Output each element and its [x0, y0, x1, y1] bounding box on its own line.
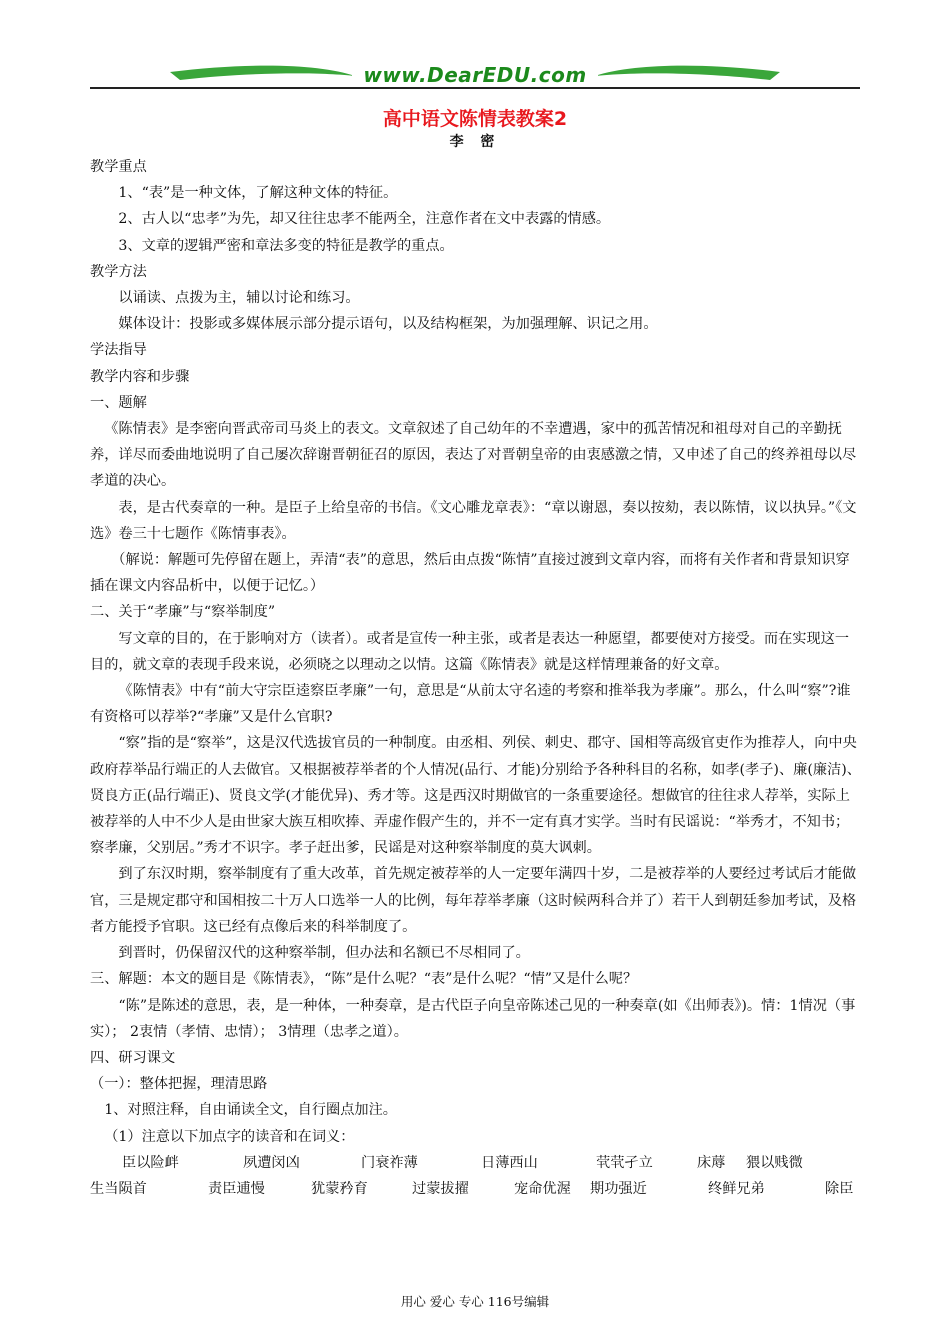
vocab-item: 期功强近 — [590, 1180, 647, 1197]
paragraph: 1、对照注释，自由诵读全文，自行圈点加注。 — [104, 1102, 397, 1119]
paragraph: 表，是古代奏章的一种。是臣子上给皇帝的书信。《文心雕龙章表》：“章以谢恩，奏以按劾，表以陈情，议以执异。”《文选》卷三十七题作《陈情事表》。 — [90, 499, 857, 542]
vocab-row — [90, 1176, 862, 1202]
page-footer: 用心 爱心 专心 116号编辑 — [400, 1294, 550, 1309]
vocab-item: 宠命优渥 — [514, 1180, 571, 1197]
vocab-item: 除臣 — [825, 1180, 854, 1197]
site-banner — [90, 60, 860, 94]
vocab-item: 臣以险衅 — [122, 1154, 179, 1171]
section-heading: 教学内容和步骤 — [90, 368, 190, 385]
document-author: 李 密 — [449, 134, 501, 150]
paragraph: 3、文章的逻辑严密和章法多变的特征是教学的重点。 — [118, 237, 454, 254]
paragraph: 写文章的目的，在于影响对方（读者）。或者是宣传一种主张，或者是表达一种愿望，都要使对方接受。而在实现这一目的，就文章的表现手段来说，必须晓之以理动之以情。这篇《陈情表》就是这样情理兼备的好文章。 — [90, 630, 850, 673]
vocab-item: 床蓐 — [697, 1154, 726, 1171]
section-heading: 三、解题：本文的题目是《陈情表》，“陈”是什么呢？“表”是什么呢？“情”又是什么呢？ — [90, 971, 638, 988]
vocab-item: 猥以贱微 — [746, 1154, 803, 1171]
paragraph: 到了东汉时期，察举制度有了重大改革，首先规定被荐举的人一定要年满四十岁，二是被荐举的人要经过考试后才能做官，三是规定郡守和国相按二十万人口选举一人的比例，每年荐举孝廉（这时候两科合并了）若干人到朝廷参加考试，及格者方能授予官职。这已经有点像后来的科举制度了。 — [90, 866, 857, 935]
paragraph: 以诵读、点拨为主，辅以讨论和练习。 — [118, 290, 360, 307]
vocab-item: 夙遭闵凶 — [243, 1154, 300, 1171]
section-heading: 四、研习课文 — [90, 1049, 176, 1066]
paragraph: （一）：整体把握，理清思路 — [90, 1076, 268, 1093]
document-body — [90, 154, 862, 1202]
vocab-item: 犹蒙矜育 — [311, 1180, 368, 1197]
document-title: 高中语文陈情表教案2 — [382, 108, 568, 130]
paragraph: 2、古人以“忠孝”为先，却又往往忠孝不能两全，注意作者在文中表露的情感。 — [118, 211, 611, 228]
vocab-item: 日薄西山 — [481, 1154, 538, 1171]
paragraph: 1、“表”是一种文体，了解这种文体的特征。 — [118, 185, 398, 202]
vocab-item: 茕茕孑立 — [596, 1154, 653, 1171]
paragraph: 媒体设计：投影或多媒体展示部分提示语句，以及结构框架，为加强理解、识记之用。 — [118, 316, 658, 333]
paragraph: “陈”是陈述的意思，表，是一种体，一种奏章，是古代臣子向皇帝陈述己见的一种奏章(如《出师表》)。情：1情况（事实）； 2衷情（孝情、忠情）； 3情理（忠孝之道）。 — [90, 997, 856, 1040]
vocab-item: 过蒙拔擢 — [412, 1180, 469, 1197]
paragraph: 到晋时，仍保留汉代的这种察举制，但办法和名额已不尽相同了。 — [118, 945, 530, 962]
section-heading: 一、题解 — [90, 394, 147, 411]
section-heading: 学法指导 — [90, 342, 147, 359]
section-heading: 教学重点 — [90, 159, 147, 175]
site-logo: www.DearEDU.com — [363, 63, 587, 87]
vocab-item: 门衰祚薄 — [361, 1154, 418, 1171]
paragraph: 《陈情表》中有“前大守宗臣逵察臣孝廉”一句，意思是“从前太守名逵的考察和推举我为孝廉”。那么，什么叫“察”?谁有资格可以荐举?“孝廉”又是什么官职? — [90, 683, 851, 726]
vocab-item: 终鲜兄弟 — [708, 1180, 765, 1197]
vocab-row — [90, 1150, 862, 1176]
section-heading: 教学方法 — [90, 263, 147, 280]
paragraph: （解说：解题可先停留在题上，弄清“表”的意思，然后由点拨“陈情”直接过渡到文章内容，而将有关作者和背景知识穿插在课文内容品析中，以便于记忆。） — [90, 552, 850, 595]
paragraph: “察”指的是“察举”，这是汉代选拔官员的一种制度。由丞相、列侯、刺史、郡守、国相等高级官吏作为推荐人，向中央政府荐举品行端正的人去做官。又根据被荐举者的个人情况(品行、才能)分别给予各种科目的名称，如孝(孝子)、廉(廉洁)、贤良方正(品行端正)、贤良文学(才能优异)、秀才等。这是西汉时期做官的一条重要途径。想做官的往往求人荐举，实际上被荐举的人中不少人是由世家大族互相吹捧、弄虚作假产生的，并不一定有真才实学。当时有民谣说：“举秀才，不知书；察孝廉，父别居。”秀才不识字。孝子赶出爹，民谣是对这种察举制度的莫大讽刺。 — [90, 735, 861, 857]
paragraph: （1）注意以下加点字的读音和在词义： — [104, 1128, 355, 1145]
vocab-item: 责臣逋慢 — [208, 1180, 265, 1197]
vocab-item: 生当陨首 — [90, 1180, 147, 1197]
section-heading: 二、关于“孝廉”与“察举制度” — [90, 604, 276, 621]
paragraph: 《陈情表》是李密向晋武帝司马炎上的表文。文章叙述了自己幼年的不幸遭遇，家中的孤苦情况和祖母对自己的辛勤抚养，详尽而委曲地说明了自己屡次辞谢晋朝征召的原因，表达了对晋朝皇帝的由衷感激之情，又申述了自己的终养祖母以尽孝道的决心。 — [90, 421, 857, 490]
